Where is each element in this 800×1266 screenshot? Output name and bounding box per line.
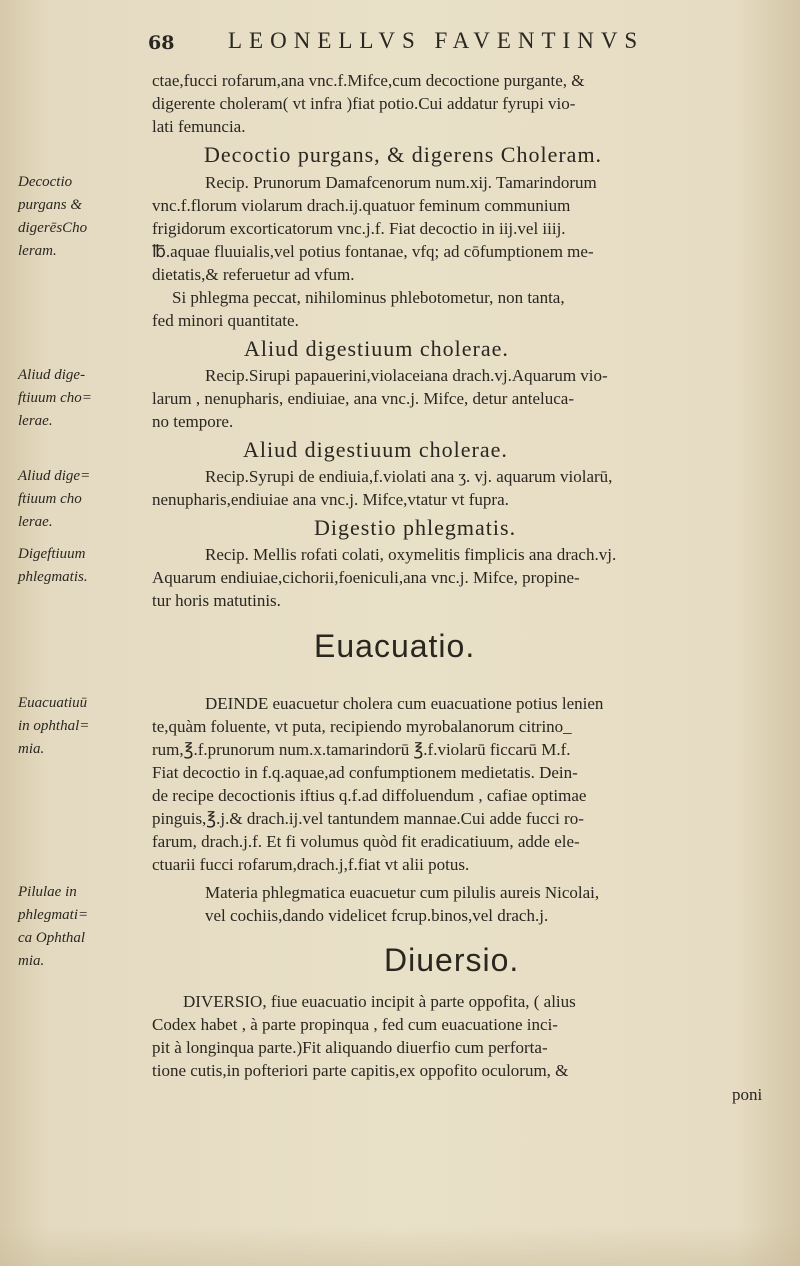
text-line: de recipe decoctionis iftius q.f.ad diffoluendum , cafiae optimae — [152, 786, 587, 805]
margin-note: leram. — [18, 243, 57, 259]
text-line: larum , nenupharis, endiuiae, ana vnc.j. Mifce, detur anteluca- — [152, 389, 574, 408]
text-line: frigidorum excorticatorum vnc.j.f. Fiat decoctio in iij.vel iiij. — [152, 219, 566, 238]
text-line: lati femuncia. — [152, 117, 246, 136]
text-line: Recip. Mellis rofati colati, oxymelitis fimplicis ana drach.vj. — [205, 545, 617, 564]
text-line: vnc.f.florum violarum drach.ij.quatuor feminum communium — [152, 196, 571, 215]
margin-note: phlegmati= — [18, 907, 89, 923]
text-line: Aquarum endiuiae,cichorii,foeniculi,ana vnc.j. Mifce, propine- — [152, 568, 580, 587]
text-line: Materia phlegmatica euacuetur cum pilulis aureis Nicolai, — [205, 883, 600, 902]
margin-note: Aliud dige- — [18, 367, 86, 383]
margin-note: mia. — [18, 953, 45, 969]
text-line: pinguis,℥.j.& drach.ij.vel tantundem mannae.Cui adde fucci ro- — [152, 809, 584, 828]
text-line: Recip.Syrupi de endiuia,f.violati ana ʒ. vj. aquarum violarū, — [205, 467, 613, 486]
margin-note: Digeftiuum — [18, 546, 86, 562]
text-line: Recip.Sirupi papauerini,violaceiana drach.vj.Aquarum vio- — [205, 366, 608, 385]
text-line: DIVERSIO, fiue euacuatio incipit à parte oppofita, ( alius — [183, 992, 576, 1011]
text-line: Si phlegma peccat, nihilominus phlebotometur, non tanta, — [172, 288, 565, 307]
page-header — [0, 28, 800, 58]
margin-note: ftiuum cho= — [18, 390, 92, 406]
margin-note: lerae. — [18, 413, 53, 429]
text-line: rum,℥.f.prunorum num.x.tamarindorū ℥.f.violarū ficcarū M.f. — [152, 740, 571, 759]
text-line: vel cochiis,dando videlicet fcrup.binos,vel drach.j. — [205, 906, 549, 925]
text-line: dietatis,& referuetur ad vfum. — [152, 265, 355, 284]
section-heading: Diuersio. — [384, 942, 520, 978]
text-line: fed minori quantitate. — [152, 311, 299, 330]
text-line: digerente choleram( vt infra )fiat potio.Cui addatur fyrupi vio- — [152, 94, 576, 113]
section-heading: Decoctio purgans, & digerens Choleram. — [204, 142, 603, 167]
text-line: ℔.aquae fluuialis,vel potius fontanae, vfq; ad cōfumptionem me- — [152, 242, 594, 261]
text-line: Fiat decoctio in f.q.aquae,ad confumptionem medietatis. Dein- — [152, 763, 578, 782]
margin-note: mia. — [18, 741, 45, 757]
text-line: farum, drach.j.f. Et fi volumus quòd fit eradicatiuum, adde ele- — [152, 832, 580, 851]
text-line: pit à longinqua parte.)Fit aliquando diuerfio cum perforta- — [152, 1038, 548, 1057]
margin-note: Aliud dige= — [18, 468, 91, 484]
margin-note: ca Ophthal — [18, 930, 86, 946]
margin-note: lerae. — [18, 514, 53, 530]
page-number: 68 — [148, 32, 175, 54]
text-line: tur horis matutinis. — [152, 591, 281, 610]
text-line: no tempore. — [152, 412, 234, 431]
margin-note: purgans & — [18, 197, 83, 213]
margin-note: ftiuum cho — [18, 491, 82, 507]
section-heading: Euacuatio. — [314, 628, 476, 664]
section-heading: Digestio phlegmatis. — [314, 515, 517, 540]
paper-stain — [0, 1226, 800, 1266]
margin-note: Decoctio — [18, 174, 73, 190]
margin-note: Pilulae in — [18, 884, 77, 900]
text-line: te,quàm foluente, vt puta, recipiendo myrobalanorum citrino_ — [152, 717, 572, 736]
text-line: tione cutis,in pofteriori parte capitis,ex oppofito oculorum, & — [152, 1061, 569, 1080]
margin-note: phlegmatis. — [18, 569, 88, 585]
text-line: nenupharis,endiuiae ana vnc.j. Mifce,vtatur vt fupra. — [152, 490, 509, 509]
margin-note: digerēsCho — [18, 220, 88, 236]
margin-note: Euacuatiuū — [18, 695, 88, 711]
text-line: Recip. Prunorum Damafcenorum num.xij. Tamarindorum — [205, 173, 597, 192]
text-line: poni — [732, 1085, 763, 1104]
text-line: ctuarii fucci rofarum,drach.j,f.fiat vt alii potus. — [152, 855, 470, 874]
section-heading: Aliud digestiuum cholerae. — [244, 336, 509, 361]
running-head: LEONELLVS FAVENTINVS — [228, 28, 645, 53]
text-line: ctae,fucci rofarum,ana vnc.f.Mifce,cum decoctione purgante, & — [152, 71, 585, 90]
margin-note: in ophthal= — [18, 718, 90, 734]
section-heading: Aliud digestiuum cholerae. — [243, 437, 508, 462]
text-line: DEINDE euacuetur cholera cum euacuatione potius lenien — [205, 694, 604, 713]
text-line: Codex habet , à parte propinqua , fed cum euacuatione inci- — [152, 1015, 558, 1034]
